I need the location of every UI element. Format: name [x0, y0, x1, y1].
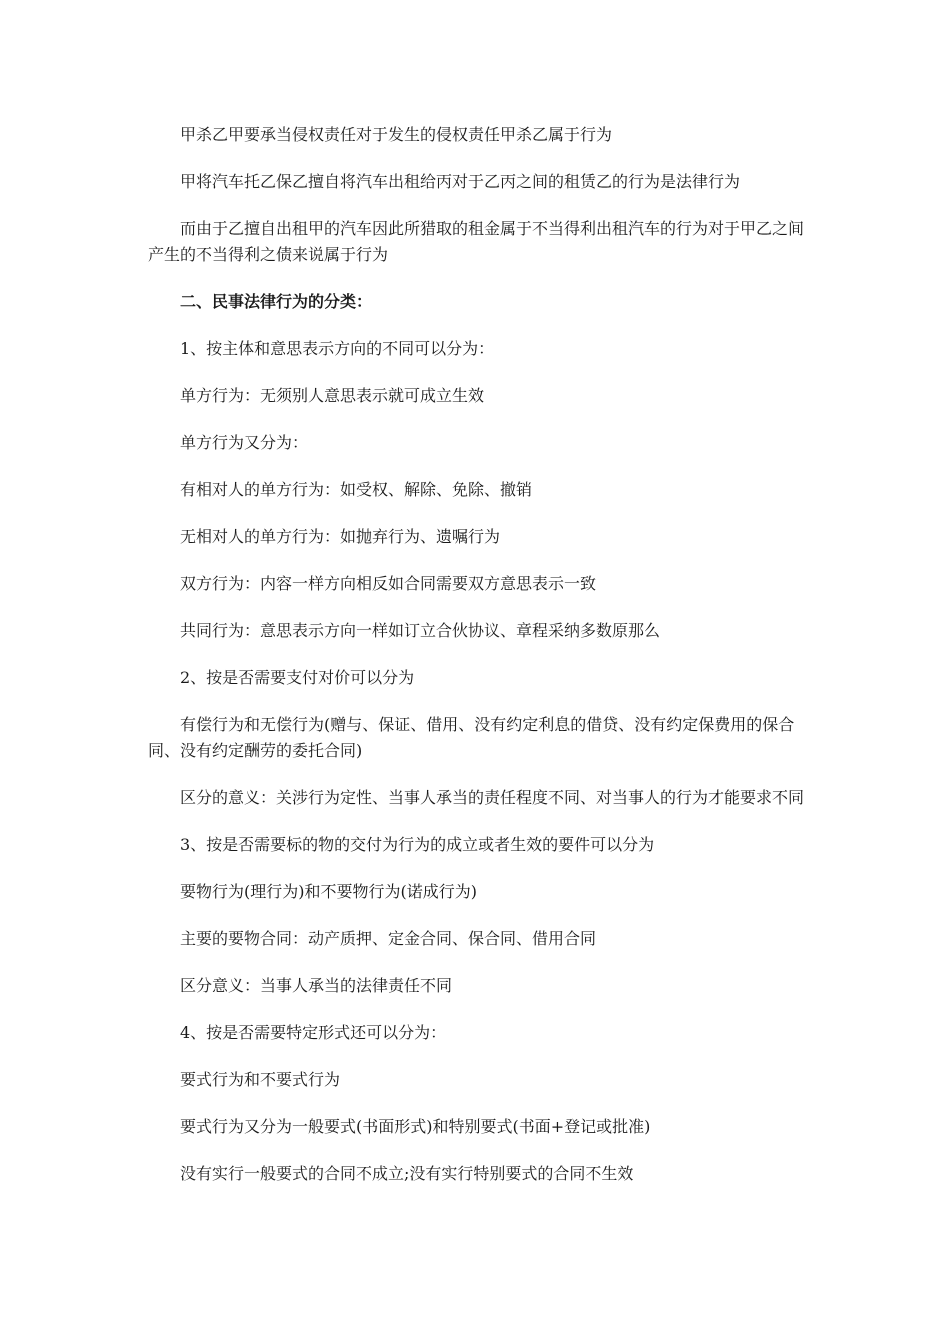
- paragraph: 双方行为：内容一样方向相反如合同需要双方意思表示一致: [180, 574, 597, 593]
- paragraph: 没有实行一般要式的合同不成立;没有实行特别要式的合同不生效: [180, 1164, 634, 1183]
- paragraph: 区分意义：当事人承当的法律责任不同: [180, 976, 453, 995]
- paragraph: 甲将汽车托乙保乙擅自将汽车出租给丙对于乙丙之间的租赁乙的行为是法律行为: [180, 172, 741, 191]
- paragraph: 区分的意义：关涉行为定性、当事人承当的责任程度不同、对当事人的行为才能要求不同: [180, 788, 805, 807]
- paragraph: 无相对人的单方行为：如抛弃行为、遗嘱行为: [180, 527, 501, 546]
- paragraph: 而由于乙擅自出租甲的汽车因此所猎取的租金属于不当得利出租汽车的行为对于甲乙之间产生的不当得利之债来说属于行为: [148, 219, 805, 264]
- paragraph: 有偿行为和无偿行为(赠与、保证、借用、没有约定利息的借贷、没有约定保费用的保合同、没有约定酬劳的委托合同): [148, 715, 795, 760]
- paragraph: 单方行为：无须别人意思表示就可成立生效: [180, 386, 485, 405]
- paragraph: 要式行为又分为一般要式(书面形式)和特别要式(书面+登记或批准): [180, 1117, 651, 1136]
- paragraph: 要物行为(理行为)和不要物行为(诺成行为): [180, 882, 477, 901]
- paragraph: 甲杀乙甲要承当侵权责任对于发生的侵权责任甲杀乙属于行为: [180, 125, 613, 144]
- paragraph: 4、按是否需要特定形式还可以分为：: [180, 1023, 447, 1042]
- paragraph: 单方行为又分为：: [180, 433, 309, 452]
- section-heading: 二、民事法律行为的分类：: [180, 292, 373, 311]
- document-body: [148, 122, 808, 1208]
- paragraph: 有相对人的单方行为：如受权、解除、免除、撤销: [180, 480, 533, 499]
- paragraph: 3、按是否需要标的物的交付为行为的成立或者生效的要件可以分为: [180, 835, 655, 854]
- paragraph: 主要的要物合同：动产质押、定金合同、保合同、借用合同: [180, 929, 597, 948]
- paragraph: 要式行为和不要式行为: [180, 1070, 341, 1089]
- paragraph: 共同行为：意思表示方向一样如订立合伙协议、章程采纳多数原那么: [180, 621, 661, 640]
- paragraph: 2、按是否需要支付对价可以分为: [180, 668, 415, 687]
- paragraph: 1、按主体和意思表示方向的不同可以分为：: [180, 339, 495, 358]
